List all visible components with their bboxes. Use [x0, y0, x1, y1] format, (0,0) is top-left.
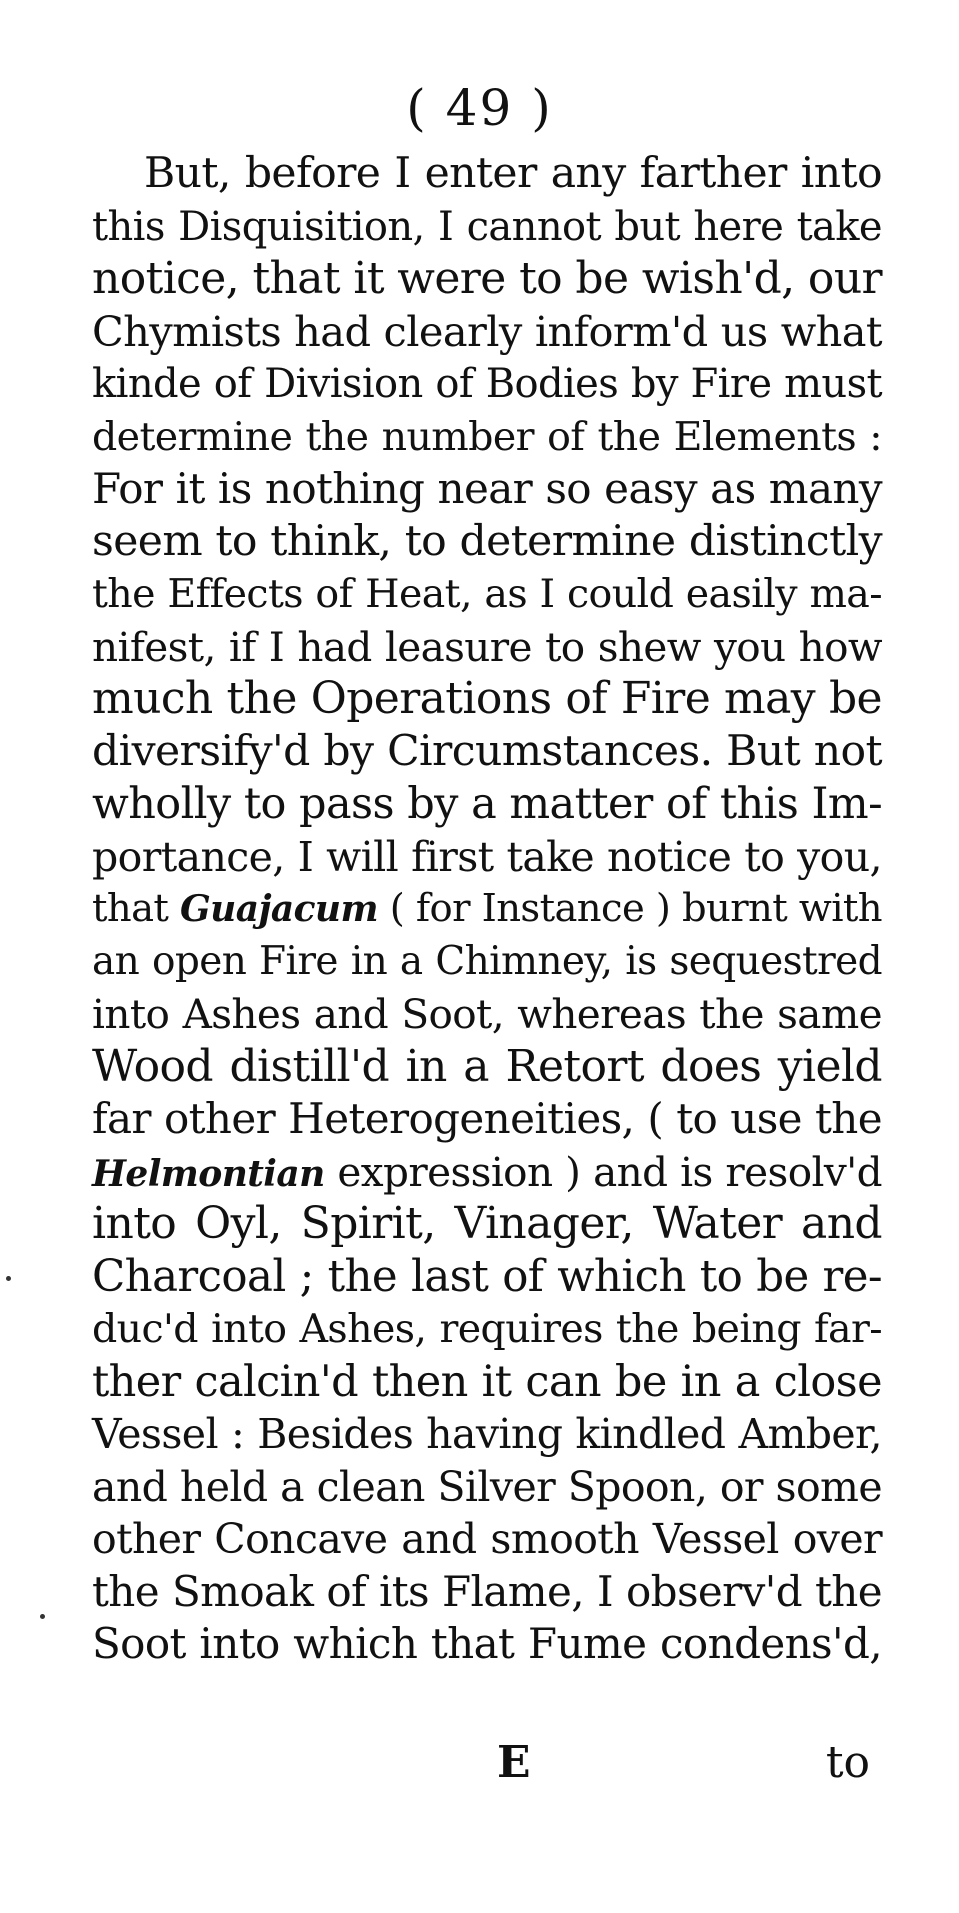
text-line: duc'd into Ashes, requires the being far- [92, 1306, 882, 1352]
text-line: the Effects of Heat, as I could easily ma- [92, 571, 882, 617]
text-line: kinde of Division of Bodies by Fire must [92, 361, 882, 407]
body-text [92, 148, 882, 1671]
text-line: Chymists had clearly inform'd us what [92, 306, 882, 356]
print-speck [6, 1276, 11, 1281]
text-line: into Ashes and Soot, whereas the same [92, 990, 882, 1038]
text-line: Charcoal ; the last of which to be re- [92, 1251, 882, 1302]
text-line: Soot into which that Fume condens'd, [92, 1619, 882, 1668]
italic-term: Guajacum [180, 888, 378, 930]
text-line: into Oyl, Spirit, Vinager, Water and [92, 1198, 882, 1249]
text-line: But, before I enter any farther into [144, 149, 882, 198]
page-footer [92, 1733, 882, 1793]
text-line: portance, I will first take notice to you, [92, 832, 882, 881]
text-line: and held a clean Silver Spoon, or some [92, 1462, 882, 1511]
text-line: Wood distill'd in a Retort does yield [92, 1040, 882, 1092]
text-line: ther calcin'd then it can be in a close [92, 1356, 882, 1407]
text-line: nifest, if I had leasure to shew you how [92, 622, 882, 671]
page-number: ( 49 ) [406, 79, 553, 137]
text-line: notice, that it were to be wish'd, our [92, 253, 882, 304]
catchword: to [825, 1737, 870, 1788]
signature-mark: E [497, 1737, 531, 1788]
text-segment: that [92, 886, 181, 931]
text-line: Vessel : Besides having kindled Amber, [92, 1410, 882, 1458]
text-line: an open Fire in a Chimney, is sequestred [92, 938, 882, 984]
text-line: this Disquisition, I cannot but here take [92, 203, 882, 250]
text-line: wholly to pass by a matter of this Im- [92, 779, 882, 829]
text-line: seem to think, to determine distinctly [92, 516, 882, 566]
text-segment: ( for Instance ) burnt with [378, 886, 882, 931]
text-line: determine the number of the Elements : [92, 413, 882, 460]
text-line: other Concave and smooth Vessel over [92, 1515, 882, 1563]
text-line: far other Heterogeneities, ( to use the [92, 1094, 882, 1143]
text-line: diversify'd by Circumstances. But not [92, 726, 882, 776]
text-line: For it is nothing near so easy as many [92, 464, 882, 513]
print-speck [40, 1614, 45, 1619]
text-line: much the Operations of Fire may be [92, 673, 882, 724]
text-line: the Smoak of its Flame, I observ'd the [92, 1566, 882, 1616]
text-segment: expression ) and is resolv'd [324, 1147, 882, 1196]
text-line [92, 883, 882, 936]
text-line [92, 1146, 882, 1199]
italic-term: Helmontian [92, 1152, 325, 1195]
